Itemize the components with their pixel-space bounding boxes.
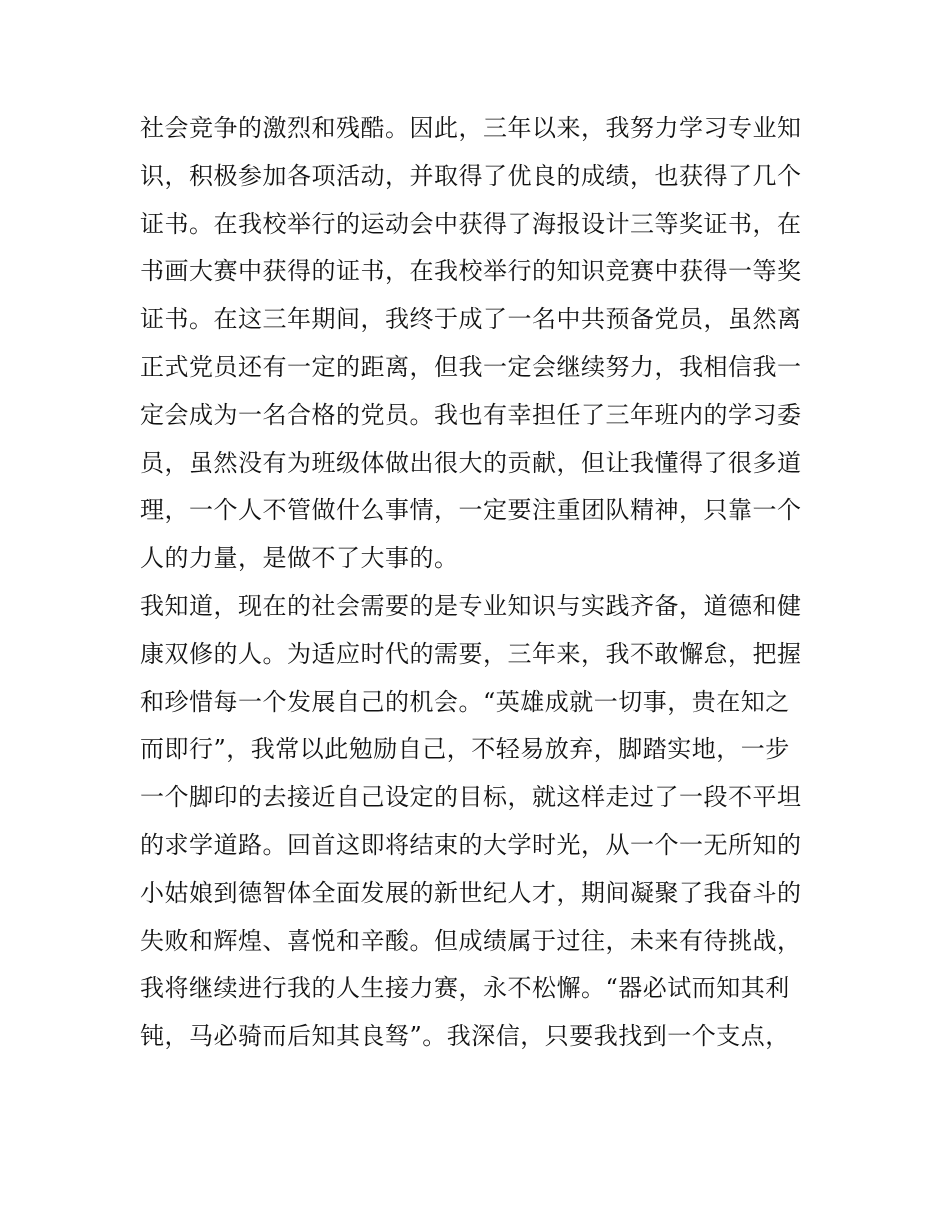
text-line: 小姑娘到德智体全面发展的新世纪人才，期间凝聚了我奋斗的 — [140, 878, 802, 907]
text-line: 钝，马必骑而后知其良驽”。我深信，只要我找到一个支点， — [140, 1022, 790, 1051]
body-text — [140, 105, 820, 1061]
text-line: 我将继续进行我的人生接力赛，永不松懈。“器必试而知其利 — [140, 974, 790, 1003]
text-line: 证书。在我校举行的运动会中获得了海报设计三等奖证书，在 — [140, 209, 802, 238]
text-line: 我知道，现在的社会需要的是专业知识与实践齐备，道德和健 — [140, 591, 802, 620]
text-line: 人的力量，是做不了大事的。 — [140, 544, 459, 573]
text-line: 一个脚印的去接近自己设定的目标，就这样走过了一段不平坦 — [140, 783, 802, 812]
text-line: 正式党员还有一定的距离，但我一定会继续努力，我相信我一 — [140, 352, 802, 381]
text-line: 定会成为一名合格的党员。我也有幸担任了三年班内的学习委 — [140, 400, 802, 429]
text-line: 和珍惜每一个发展自己的机会。“英雄成就一切事，贵在知之 — [140, 687, 790, 716]
text-line: 员，虽然没有为班级体做出很大的贡献，但让我懂得了很多道 — [140, 448, 802, 477]
text-line: 失败和辉煌、喜悦和辛酸。但成绩属于过往，未来有待挑战， — [140, 926, 802, 955]
text-line: 的求学道路。回首这即将结束的大学时光，从一个一无所知的 — [140, 830, 802, 859]
text-line: 而即行”，我常以此勉励自己，不轻易放弃，脚踏实地，一步 — [140, 735, 790, 764]
text-line: 书画大赛中获得的证书，在我校举行的知识竞赛中获得一等奖 — [140, 257, 802, 286]
text-line: 社会竞争的激烈和残酷。因此，三年以来，我努力学习专业知 — [140, 114, 802, 142]
text-line: 识，积极参加各项活动，并取得了优良的成绩，也获得了几个 — [140, 161, 802, 190]
text-line: 证书。在这三年期间，我终于成了一名中共预备党员，虽然离 — [140, 305, 802, 334]
text-line: 理，一个人不管做什么事情，一定要注重团队精神，只靠一个 — [140, 496, 802, 525]
text-line: 康双修的人。为适应时代的需要，三年来，我不敢懈怠，把握 — [140, 639, 802, 668]
